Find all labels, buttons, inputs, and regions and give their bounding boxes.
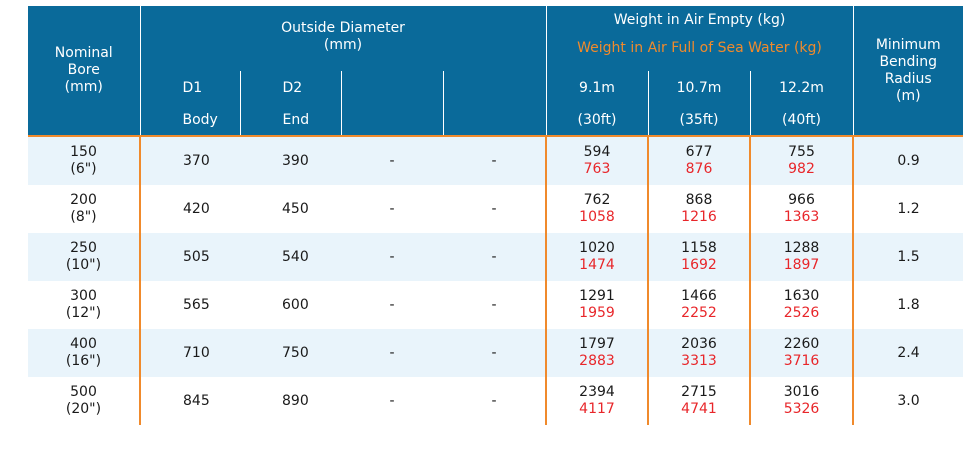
weight-empty-value: 2036 — [681, 336, 717, 352]
bore-mm: 250 — [70, 240, 97, 256]
bore-mm: 150 — [70, 144, 97, 160]
bore-inch: (8") — [70, 209, 97, 225]
table-row — [28, 377, 963, 425]
weight-empty-value: 1288 — [783, 240, 820, 256]
weight-full-value: 1474 — [579, 257, 615, 273]
bore-inch: (16") — [65, 353, 102, 369]
col4-cell: - — [443, 281, 546, 329]
weight-9-1m-cell — [546, 233, 648, 281]
weight-full-value: 876 — [685, 161, 713, 177]
d1-sub-header: Body — [140, 106, 240, 136]
weight-full-label: Weight in Air Full of Sea Water (kg) — [577, 40, 822, 56]
min-bending-line4: (m) — [895, 87, 921, 104]
hose-spec-table — [28, 6, 963, 425]
weight-empty-value: 1466 — [681, 288, 717, 304]
col3-cell: - — [341, 136, 443, 185]
length-30ft-header: (30ft) — [546, 106, 648, 136]
bore-mm: 500 — [70, 384, 97, 400]
bore-mm: 400 — [70, 336, 97, 352]
d2-cell: 540 — [240, 233, 341, 281]
weight-10-7m-cell — [648, 185, 750, 233]
table-row — [28, 233, 963, 281]
weight-12-2m-cell — [750, 377, 853, 425]
min-bending-header — [853, 6, 963, 136]
weight-full-value: 1058 — [579, 209, 615, 225]
d1-cell: 845 — [140, 377, 240, 425]
weight-full-value: 1216 — [681, 209, 717, 225]
nominal-bore-line3: (mm) — [64, 79, 103, 95]
blank-header-4 — [443, 71, 546, 136]
bore-cell — [28, 377, 140, 425]
d1-header: D1 — [140, 71, 240, 106]
weight-empty-value: 762 — [583, 192, 611, 208]
d2-cell: 600 — [240, 281, 341, 329]
radius-cell: 2.4 — [853, 329, 963, 377]
col3-cell: - — [341, 329, 443, 377]
bore-mm: 300 — [70, 288, 97, 304]
outside-diameter-line2: (mm) — [323, 37, 363, 53]
d1-cell: 710 — [140, 329, 240, 377]
weight-10-7m-cell — [648, 329, 750, 377]
weight-full-value: 2883 — [579, 353, 615, 369]
nominal-bore-line2: Bore — [67, 62, 100, 78]
d2-cell: 890 — [240, 377, 341, 425]
weight-10-7m-cell — [648, 136, 750, 185]
weight-empty-value: 2715 — [681, 384, 717, 400]
d2-cell: 450 — [240, 185, 341, 233]
table-body — [28, 136, 963, 425]
bore-cell — [28, 136, 140, 185]
min-bending-line2: Bending — [879, 53, 938, 70]
weight-empty-value: 677 — [685, 144, 713, 160]
d2-sub-header: End — [240, 106, 341, 136]
weight-full-value: 3313 — [681, 353, 717, 369]
bore-cell — [28, 185, 140, 233]
weight-full-value: 1692 — [681, 257, 717, 273]
weight-empty-label: Weight in Air Empty (kg) — [613, 12, 786, 28]
weight-9-1m-cell — [546, 281, 648, 329]
weight-12-2m-cell — [750, 281, 853, 329]
weight-12-2m-cell — [750, 185, 853, 233]
col3-cell: - — [341, 233, 443, 281]
d1-cell: 370 — [140, 136, 240, 185]
weight-header — [546, 6, 853, 71]
weight-full-value: 5326 — [783, 401, 820, 417]
col3-cell: - — [341, 377, 443, 425]
length-12-2m-header: 12.2m — [750, 71, 853, 106]
weight-9-1m-cell — [546, 136, 648, 185]
bore-cell — [28, 233, 140, 281]
outside-diameter-header — [140, 6, 546, 71]
weight-12-2m-cell — [750, 136, 853, 185]
weight-empty-value: 868 — [685, 192, 713, 208]
weight-10-7m-cell — [648, 377, 750, 425]
table-row — [28, 136, 963, 185]
weight-empty-value: 1291 — [579, 288, 615, 304]
weight-empty-value: 594 — [583, 144, 611, 160]
weight-empty-value: 1158 — [681, 240, 717, 256]
weight-full-value: 1897 — [783, 257, 820, 273]
radius-cell: 1.5 — [853, 233, 963, 281]
weight-10-7m-cell — [648, 281, 750, 329]
weight-empty-value: 1020 — [579, 240, 615, 256]
col4-cell: - — [443, 329, 546, 377]
weight-empty-value: 3016 — [783, 384, 820, 400]
weight-9-1m-cell — [546, 185, 648, 233]
bore-inch: (6") — [70, 161, 97, 177]
radius-cell: 0.9 — [853, 136, 963, 185]
length-40ft-header: (40ft) — [750, 106, 853, 136]
weight-full-value: 763 — [583, 161, 611, 177]
length-9-1m-header: 9.1m — [546, 71, 648, 106]
weight-12-2m-cell — [750, 233, 853, 281]
weight-full-value: 4741 — [681, 401, 717, 417]
col4-cell: - — [443, 136, 546, 185]
weight-empty-value: 2394 — [579, 384, 615, 400]
d1-cell: 420 — [140, 185, 240, 233]
weight-9-1m-cell — [546, 329, 648, 377]
table-row — [28, 329, 963, 377]
col4-cell: - — [443, 185, 546, 233]
col3-cell: - — [341, 281, 443, 329]
min-bending-line1: Minimum — [875, 36, 941, 53]
weight-full-value: 4117 — [579, 401, 615, 417]
d2-cell: 390 — [240, 136, 341, 185]
length-35ft-header: (35ft) — [648, 106, 750, 136]
col4-cell: - — [443, 377, 546, 425]
table-row — [28, 185, 963, 233]
col4-cell: - — [443, 233, 546, 281]
weight-full-value: 1363 — [783, 209, 820, 225]
blank-header-3 — [341, 71, 443, 136]
weight-empty-value: 1630 — [783, 288, 820, 304]
bore-inch: (12") — [65, 305, 102, 321]
weight-12-2m-cell — [750, 329, 853, 377]
weight-empty-value: 755 — [788, 144, 815, 160]
nominal-bore-line1: Nominal — [54, 45, 113, 61]
radius-cell: 1.2 — [853, 185, 963, 233]
col3-cell: - — [341, 185, 443, 233]
d1-cell: 565 — [140, 281, 240, 329]
weight-empty-value: 1797 — [579, 336, 615, 352]
radius-cell: 1.8 — [853, 281, 963, 329]
bore-mm: 200 — [70, 192, 97, 208]
weight-9-1m-cell — [546, 377, 648, 425]
weight-full-value: 982 — [788, 161, 815, 177]
weight-full-value: 2526 — [783, 305, 820, 321]
table-header — [28, 6, 963, 136]
weight-full-value: 1959 — [579, 305, 615, 321]
weight-full-value: 3716 — [783, 353, 820, 369]
weight-empty-value: 966 — [788, 192, 815, 208]
nominal-bore-header — [28, 6, 140, 136]
weight-full-value: 2252 — [681, 305, 717, 321]
bore-cell — [28, 281, 140, 329]
bore-inch: (10") — [65, 257, 102, 273]
d1-cell: 505 — [140, 233, 240, 281]
bore-cell — [28, 329, 140, 377]
radius-cell: 3.0 — [853, 377, 963, 425]
outside-diameter-line1: Outside Diameter — [281, 20, 405, 36]
d2-header: D2 — [240, 71, 341, 106]
weight-10-7m-cell — [648, 233, 750, 281]
length-10-7m-header: 10.7m — [648, 71, 750, 106]
weight-empty-value: 2260 — [783, 336, 820, 352]
min-bending-line3: Radius — [884, 70, 932, 87]
table-row — [28, 281, 963, 329]
d2-cell: 750 — [240, 329, 341, 377]
bore-inch: (20") — [65, 401, 102, 417]
